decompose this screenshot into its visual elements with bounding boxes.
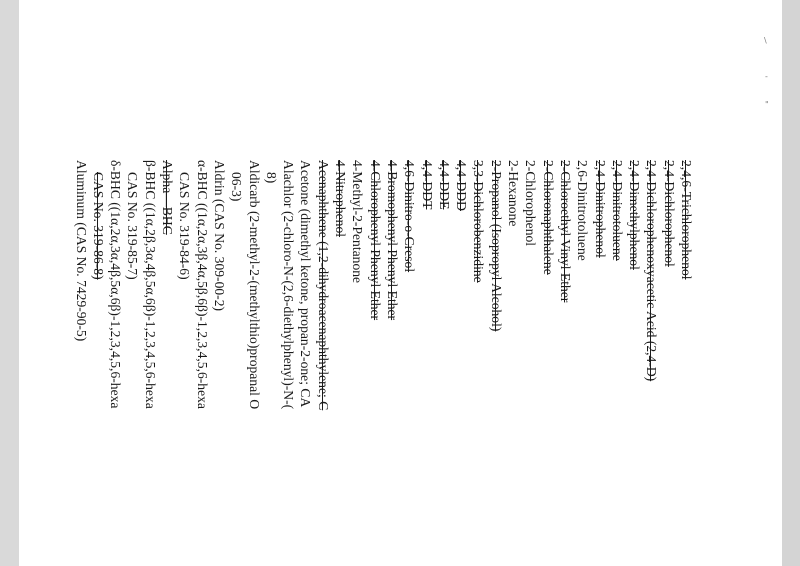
list-item: δ-BHC ((1α,2α,3α,4β,5α,6β)-1,2,3,4,5,6-hexa [108,160,124,409]
list-item: 2,4-Dimethylphenol [627,160,643,270]
list-item: 4,6-Dinitro-o-Cresol [402,160,418,273]
list-item: 4,4-DDT [419,160,435,210]
list-item: 2-Chloroethyl Vinyl Ether [557,160,573,303]
list-item: 4-Nitrophenol [333,160,349,238]
list-item: Alachlor (2-chloro-N-(2,6-diethylphenyl)-N-( [281,160,297,410]
list-item: 2-Propanol (Isopropyl Alcohol) [488,160,504,332]
scan-mark: " [765,100,769,109]
list-item: CAS No. 319-85-7) [125,172,141,280]
list-item: 2,4-Dichlorophenoxyacetic Acid (2,4-D) [644,160,660,382]
list-item: 2-Chlorophenol [523,160,539,247]
list-item: 4-Methyl-2-Pentanone [350,160,366,284]
list-item: 06-3) [229,172,245,202]
scan-left-margin [0,0,19,566]
list-item: CAS No. 319-84-6) [177,172,193,280]
chemical-list [72,160,695,566]
list-item: 2,4-Dinitrotoluene [609,160,625,261]
document-page [19,0,782,566]
list-item: Acenaphthene (1,2-dihydroacenaphthylene; C [315,160,331,411]
list-item: 4-Chlorophenyl Phenyl Ether [367,160,383,321]
rotated-text-block [73,160,695,566]
list-item: Alpha—BHC [160,160,176,235]
list-item: α-BHC ((1α,2α,3β,4α,5β,6β)-1,2,3,4,5,6-hexa [194,160,210,409]
list-item: Aldrin (CAS No. 309-00-2) [211,160,227,312]
list-item: 4,4-DDE [436,160,452,210]
scan-mark: \ [764,36,767,45]
list-item: 4,4-DDD [454,160,470,211]
list-item: CAS No. 319-86-8) [90,172,106,280]
list-item: 2,4-Dinitrophenol [592,160,608,258]
list-item: 2-Chloronaphthalene [540,160,556,275]
list-item: 2-Hexanone [506,160,522,227]
list-item: 2,4,6-Trichlorophenol [679,160,694,280]
list-item: 4-Bromophenyl Phenyl Ether [384,160,400,321]
scan-right-margin [782,0,800,566]
list-item: β-BHC ((1α,2β,3α,4β,5α,6β)-1,2,3,4,5,6-hexa [142,160,158,409]
list-item: 3,3-Dichlorobenzidine [471,160,487,283]
scan-mark: - [765,72,768,81]
list-item: Aluminum (CAS No. 7429-90-5) [73,160,89,342]
list-item: Acetone (dimethyl ketone, propan-2-one; CA [298,160,314,408]
list-item: 2,4-Dichlorophenol [661,160,677,267]
list-item: 8) [263,172,279,184]
list-item: Aldicarb (2-methyl-2-(methylthio)propanal O [246,160,262,410]
list-item: 2,6-Dinitrotoluene [575,160,591,261]
